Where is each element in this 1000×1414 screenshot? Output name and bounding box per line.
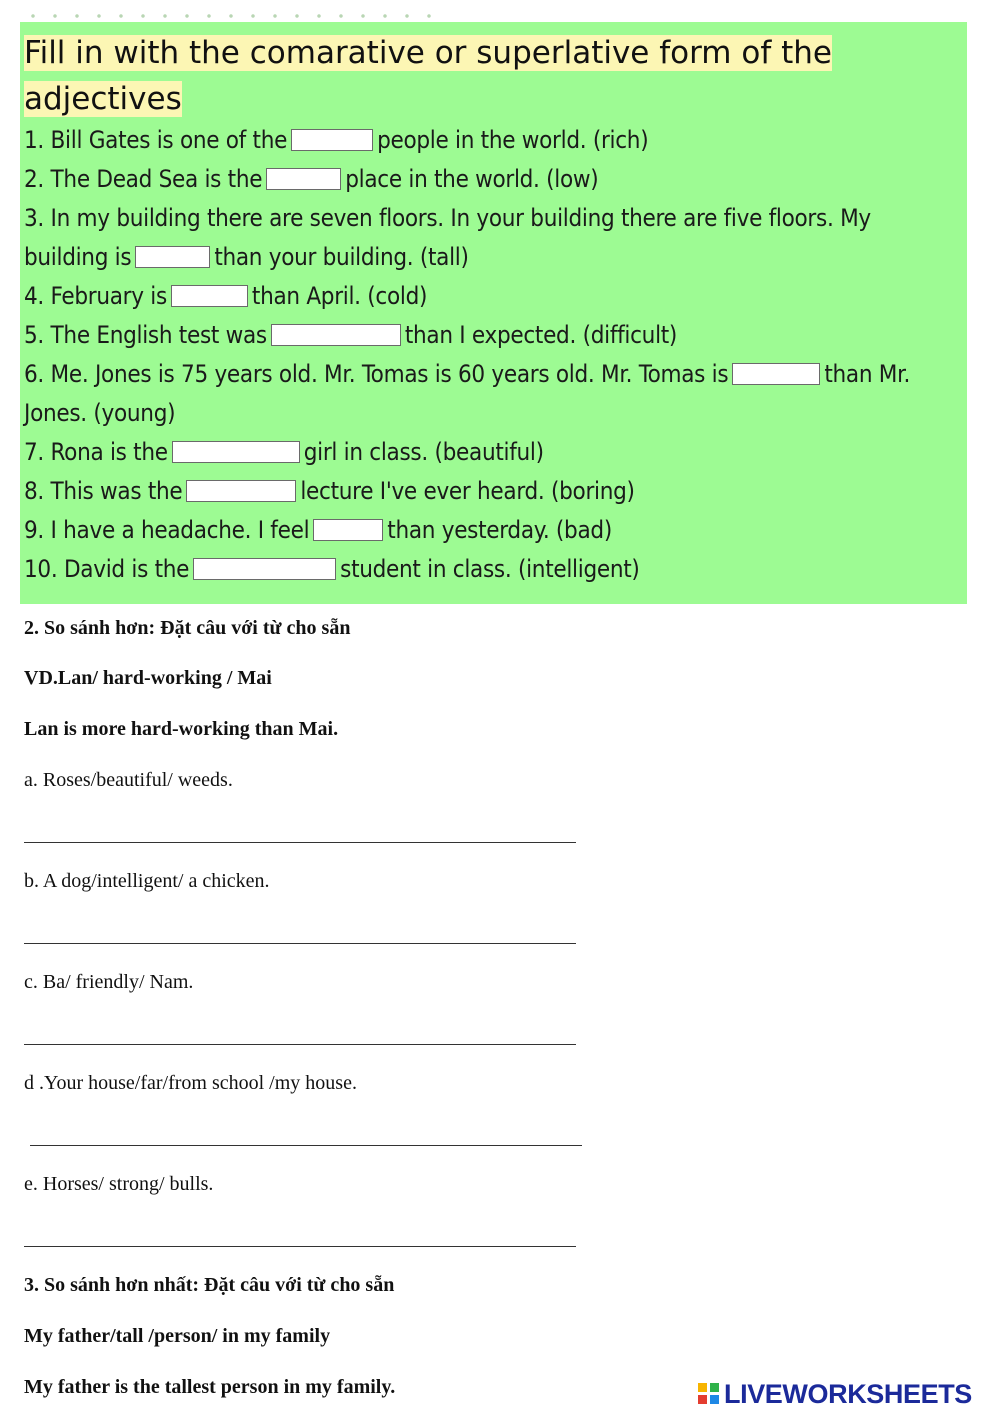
question-7: 7. Rona is the girl in class. (beautiful) bbox=[24, 438, 544, 466]
decorative-dots bbox=[22, 12, 442, 20]
question-10: 10. David is the student in class. (intelligent) bbox=[24, 555, 640, 583]
answer-input-10[interactable] bbox=[193, 558, 336, 580]
question-3-line1: 3. In my building there are seven floors. In your building there are five floors. My bbox=[24, 204, 871, 232]
answer-line-e[interactable] bbox=[24, 1246, 576, 1247]
answer-line-a[interactable] bbox=[24, 842, 576, 843]
answer-input-5[interactable] bbox=[271, 324, 401, 346]
answer-input-4[interactable] bbox=[171, 285, 248, 307]
exercise2-item-a: a. Roses/beautiful/ weeds. bbox=[24, 769, 233, 791]
answer-input-7[interactable] bbox=[172, 441, 300, 463]
question-8: 8. This was the lecture I've ever heard. (boring) bbox=[24, 477, 635, 505]
exercise3-heading: 3. So sánh hơn nhất: Đặt câu với từ cho sẵn bbox=[24, 1274, 395, 1296]
question-5: 5. The English test was than I expected. (difficult) bbox=[24, 321, 678, 349]
liveworksheets-logo bbox=[698, 1374, 972, 1414]
question-2: 2. The Dead Sea is the place in the world. (low) bbox=[24, 165, 599, 193]
exercise2-item-e: e. Horses/ strong/ bulls. bbox=[24, 1173, 214, 1195]
answer-line-d[interactable] bbox=[30, 1145, 582, 1146]
exercise1-title bbox=[24, 30, 832, 122]
answer-line-b[interactable] bbox=[24, 943, 576, 944]
answer-input-9[interactable] bbox=[313, 519, 383, 541]
exercise3-example-prompt: My father/tall /person/ in my family bbox=[24, 1325, 331, 1347]
question-1: 1. Bill Gates is one of the people in the world. (rich) bbox=[24, 126, 649, 154]
title-line-1: Fill in with the comarative or superlative form of the bbox=[24, 35, 832, 71]
answer-input-6[interactable] bbox=[732, 363, 820, 385]
exercise2-item-c: c. Ba/ friendly/ Nam. bbox=[24, 971, 194, 993]
question-6: 6. Me. Jones is 75 years old. Mr. Tomas is 60 years old. Mr. Tomas is than Mr. bbox=[24, 360, 911, 388]
exercise2-item-b: b. A dog/intelligent/ a chicken. bbox=[24, 870, 270, 892]
question-9: 9. I have a headache. I feel than yesterday. (bad) bbox=[24, 516, 612, 544]
exercise2-example-prompt: VD.Lan/ hard-working / Mai bbox=[24, 667, 272, 689]
logo-mark-icon bbox=[698, 1382, 722, 1406]
question-4: 4. February is than April. (cold) bbox=[24, 282, 428, 310]
answer-input-8[interactable] bbox=[186, 480, 296, 502]
question-6-line2: Jones. (young) bbox=[24, 399, 176, 427]
answer-input-2[interactable] bbox=[266, 168, 341, 190]
exercise2-example-answer: Lan is more hard-working than Mai. bbox=[24, 718, 339, 740]
logo-text: LIVEWORKSHEETS bbox=[724, 1378, 972, 1409]
answer-input-3[interactable] bbox=[135, 246, 210, 268]
exercise2-item-d: d .Your house/far/from school /my house. bbox=[24, 1072, 357, 1094]
answer-input-1[interactable] bbox=[291, 129, 373, 151]
question-3: building is than your building. (tall) bbox=[24, 243, 469, 271]
title-line-2: adjectives bbox=[24, 81, 182, 117]
exercise2-heading: 2. So sánh hơn: Đặt câu với từ cho sẵn bbox=[24, 617, 351, 639]
answer-line-c[interactable] bbox=[24, 1044, 576, 1045]
exercise3-example-answer: My father is the tallest person in my family. bbox=[24, 1376, 396, 1398]
